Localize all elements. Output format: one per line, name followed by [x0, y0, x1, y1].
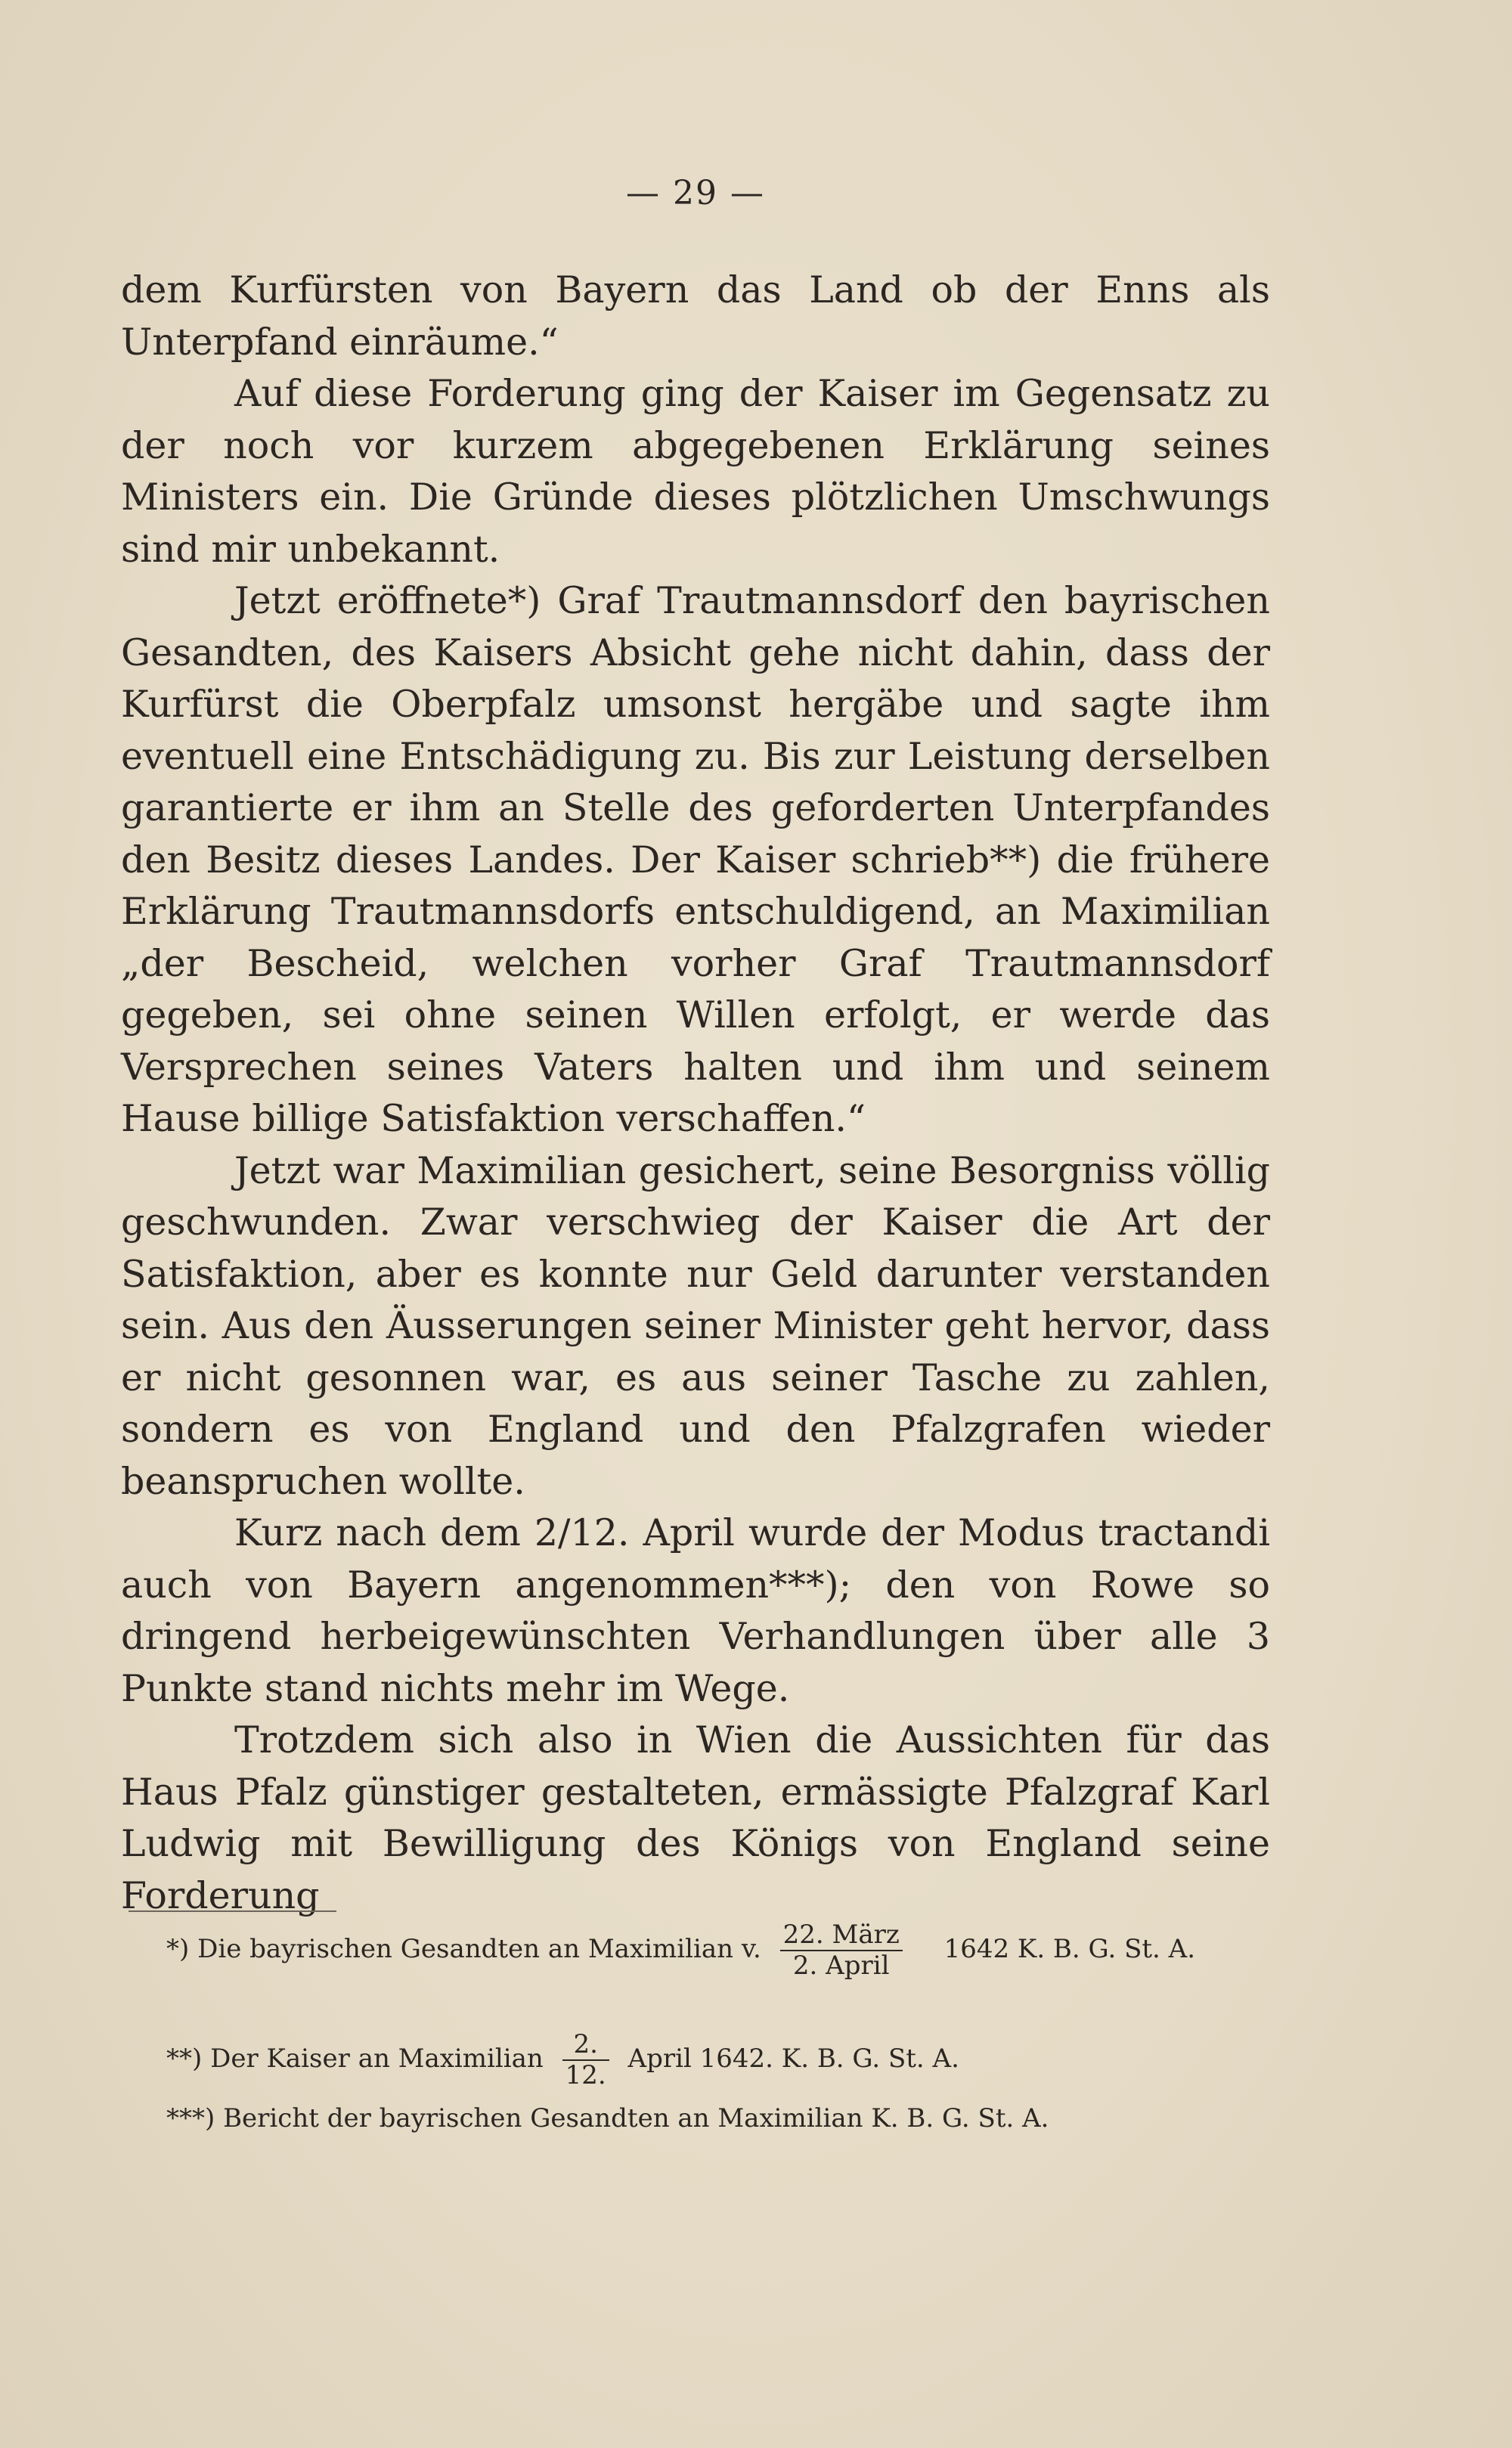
- paragraph-3: Jetzt eröffnete*) Graf Trautmannsdorf den bayrischen Gesandten, des Kaisers Absicht gehe nicht dahin, dass der Kurfürst die Oberpfalz umsonst hergäbe und sagte ihm eventuell eine Entschädigung zu. Bis zur Leistung derselben garantierte er ihm an Stelle des geforderten Unterpfandes den Besitz dieses Landes. Der Kaiser schrieb**) die frühere Erklärung Trautmannsdorfs entschuldigend, an Maximilian „der Bescheid, welchen vorher Graf Trautmannsdorf gegeben, sei ohne seinen Willen erfolgt, er werde das Versprechen seines Vaters halten und ihm und seinem Hause billige Satisfaktion verschaffen.“: [121, 579, 1270, 1140]
- footnote-1-text: *) Die bayrischen Gesandten an Maximilian v.: [166, 1934, 761, 1965]
- paragraph-2: Auf diese Forderung ging der Kaiser im Gegensatz zu der noch vor kurzem abgegebenen Erklärung seines Ministers ein. Die Gründe dieses plötzlichen Umschwungs sind mir unbekannt.: [121, 372, 1270, 571]
- footnote-1-source: 1642 K. B. G. St. A.: [943, 1934, 1196, 1965]
- footnote-divider: [129, 1910, 336, 1912]
- footnote-1-frac-numerator: 22. März: [780, 1920, 903, 1951]
- footnote-3: [166, 2103, 1049, 2133]
- footnote-1-frac-denominator: 2. April: [792, 1951, 890, 1982]
- paragraph-4: Jetzt war Maximilian gesichert, seine Besorgniss völlig geschwunden. Zwar verschwieg der Kaiser die Art der Satisfaktion, aber es konnte nur Geld darunter verstanden sein. Aus den Äusserungen seiner Minister geht hervor, dass er nicht gesonnen war, es aus seiner Tasche zu zahlen, sondern es von England und den Pfalzgrafen wieder beanspruchen wollte.: [121, 1148, 1270, 1503]
- page-number: — 29 —: [626, 174, 765, 212]
- footnote-1-date-fraction: [780, 1920, 903, 1981]
- footnote-2-source: April 1642. K. B. G. St. A.: [627, 2044, 959, 2075]
- footnote-2: [166, 2030, 959, 2090]
- paragraph-6: Trotzdem sich also in Wien die Aussichten für das Haus Pfalz günstiger gestalteten, ermässigte Pfalzgraf Karl Ludwig mit Bewilligung des Königs von England seine Forderung: [121, 1718, 1270, 1917]
- paragraph-5: Kurz nach dem 2/12. April wurde der Modus tractandi auch von Bayern angenommen***); den von Rowe so dringend herbeigewünschten Verhandlungen über alle 3 Punkte stand nichts mehr im Wege.: [121, 1511, 1270, 1710]
- footnote-1: [166, 1920, 1195, 1981]
- footnote-2-frac-denominator: 12.: [565, 2060, 606, 2091]
- footnote-2-text: **) Der Kaiser an Maximilian: [166, 2044, 544, 2075]
- footnote-2-date-fraction: [562, 2030, 609, 2090]
- paragraph-1: dem Kurfürsten von Bayern das Land ob der Enns als Unterpfand einräume.“: [121, 268, 1270, 364]
- footnote-2-frac-numerator: 2.: [562, 2030, 609, 2061]
- body-text: [121, 265, 1270, 1922]
- footnote-3-text: ***) Bericht der bayrischen Gesandten an Maximilian K. B. G. St. A.: [166, 2103, 1049, 2133]
